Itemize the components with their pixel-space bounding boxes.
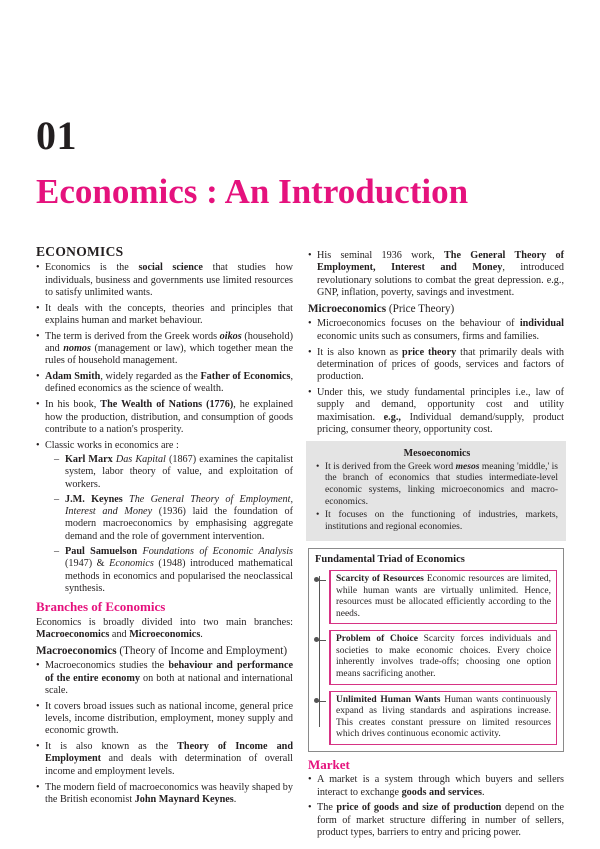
macroeconomics-bullet: • It covers broad issues such as national income, general price levels, income distribution, employment, money supply and economic growth. bbox=[36, 701, 293, 738]
triad-connector-line bbox=[319, 576, 320, 727]
branches-paragraph: Economics is broadly divided into two main branches: Macroeconomics and Microeconomics. bbox=[36, 616, 293, 640]
subheading-microeconomics: Microeconomics (Price Theory) bbox=[308, 303, 455, 316]
mesoeconomics-bullet-list bbox=[316, 462, 558, 534]
triad-bullet-dot-icon bbox=[317, 580, 326, 581]
macroeconomics-bullet: • It is also known as the Theory of Income and Employment and deals with determination of overall income and employment levels. bbox=[36, 741, 293, 778]
section-heading-branches: Branches of Economics bbox=[36, 599, 166, 615]
right-column bbox=[308, 250, 564, 843]
left-column bbox=[36, 246, 293, 810]
chapter-title: Economics : An Introduction bbox=[36, 172, 469, 211]
keynes-bullet: • His seminal 1936 work, The General Theory of Employment, Interest and Money, introduced revolutionary solutions to combat the great depression. e.g., GNP, inflation, poverty, savings and investment. bbox=[308, 250, 564, 299]
triad-card-label: Unlimited Human Wants bbox=[336, 694, 441, 705]
classic-works-list bbox=[45, 454, 293, 595]
section-heading-economics: ECONOMICS bbox=[36, 244, 124, 259]
fundamental-triad-box bbox=[308, 548, 564, 752]
subheading-macroeconomics: Macroeconomics (Theory of Income and Employment) bbox=[36, 645, 288, 658]
market-bullet: • The price of goods and size of production depend on the form of market structure differing in number of sellers, product types, barriers to entry and pricing power. bbox=[308, 802, 564, 839]
triad-card-label: Problem of Choice bbox=[336, 634, 418, 645]
triad-bullet-dot-icon bbox=[317, 701, 326, 702]
mesoeconomics-title: Mesoeconomics bbox=[403, 448, 471, 460]
triad-items bbox=[315, 570, 557, 745]
market-bullet: • A market is a system through which buyers and sellers interact to exchange goods and services. bbox=[308, 774, 564, 799]
classic-work-item: – Karl Marx Das Kapital (1867) examines the capitalist system, labor theory of value, and exploitation of workers. bbox=[45, 454, 293, 491]
economics-bullet: • Economics is the social science that studies how individuals, business and governments use limited resources to satisfy unlimited wants. bbox=[36, 262, 293, 299]
triad-card-choice bbox=[329, 630, 557, 684]
economics-bullet-list bbox=[36, 262, 293, 595]
mesoeconomics-box bbox=[306, 441, 566, 541]
triad-card-wants bbox=[329, 691, 557, 745]
triad-card-text: Economic resources are limited, while human wants are virtually unlimited. Hence, resources must be allocated efficiently according to the needs. bbox=[336, 573, 551, 619]
economics-bullet: • Adam Smith, widely regarded as the Father of Economics, defined economics as the science of wealth. bbox=[36, 371, 293, 396]
triad-card-text: Scarcity forces individuals and societies to make economic choices. Every choice inherently involves trade-offs; choosing one option means sacrificing another. bbox=[336, 634, 551, 680]
microeconomics-bullet-list bbox=[308, 318, 564, 436]
microeconomics-bullet: • It is also known as price theory that primarily deals with determination of prices of goods, services and factors of production. bbox=[308, 347, 564, 384]
keynes-bullet-list bbox=[308, 250, 564, 299]
mesoeconomics-bullet: • It is derived from the Greek word mesos meaning 'middle,' is the branch of economics that studies intermediate-level economic systems, linking microeconomics and macro-economics. bbox=[316, 462, 558, 508]
classic-work-item: – Paul Samuelson Foundations of Economic Analysis (1947) & Economics (1948) introduced mathematical methods in economics and popularised the neoclassical synthesis. bbox=[45, 546, 293, 595]
triad-bullet-dot-icon bbox=[317, 640, 326, 641]
market-bullet-list bbox=[308, 774, 564, 839]
classic-work-item: – J.M. Keynes The General Theory of Employment, Interest and Money (1936) laid the foundation of modern macroeconomics by emphasising aggregate demand and the role of government intervention. bbox=[45, 494, 293, 543]
microeconomics-bullet: • Under this, we study fundamental principles i.e., law of supply and demand, opportunity cost and utility maximisation. e.g., Individual demand/supply, product pricing, consumer theory, opportunity cost. bbox=[308, 387, 564, 436]
economics-bullet: • Classic works in economics are : – Karl Marx Das Kapital (1867) examines the capitalist system, labor theory of value, and exploitation of workers. – J.M. Keynes The General Theory of Employment, Interest and Money (1936) laid the foundation of modern macroeconomics by emphasising aggregate demand and the role of government intervention. – Paul Samuelson Foundations of Economic Analysis (1947) & Economics (1948) introduced mathematical methods in economics and popularised the neoclassical synthesis. bbox=[36, 440, 293, 596]
macroeconomics-bullet: • Macroeconomics studies the behaviour and performance of the entire economy on both at national and international scale. bbox=[36, 660, 293, 697]
mesoeconomics-bullet: • It focuses on the functioning of industries, markets, institutions and regional economies. bbox=[316, 510, 558, 533]
triad-card-label: Scarcity of Resources bbox=[336, 573, 424, 584]
triad-card-text: Human wants continuously expand as living standards and aspirations increase. This creates constant pressure on limited resources which drives continuous economic activity. bbox=[336, 694, 551, 740]
macroeconomics-bullet: • The modern field of macroeconomics was heavily shaped by the British economist John Maynard Keynes. bbox=[36, 782, 293, 807]
triad-card-scarcity bbox=[329, 570, 557, 624]
chapter-number: 01 bbox=[36, 113, 77, 158]
triad-title: Fundamental Triad of Economics bbox=[315, 554, 465, 566]
section-heading-market: Market bbox=[308, 757, 350, 773]
economics-bullet: • The term is derived from the Greek words oikos (household) and nomos (management or law), which together mean the rules of household management. bbox=[36, 331, 293, 368]
microeconomics-bullet: • Microeconomics focuses on the behaviour of individual economic units such as consumers, firms and families. bbox=[308, 318, 564, 343]
economics-bullet: • In his book, The Wealth of Nations (1776), he explained how the production, distribution, and consumption of goods contribute to a nation's prosperity. bbox=[36, 399, 293, 436]
macroeconomics-bullet-list bbox=[36, 660, 293, 806]
economics-bullet: • It deals with the concepts, theories and principles that explains human and market behaviour. bbox=[36, 303, 293, 328]
